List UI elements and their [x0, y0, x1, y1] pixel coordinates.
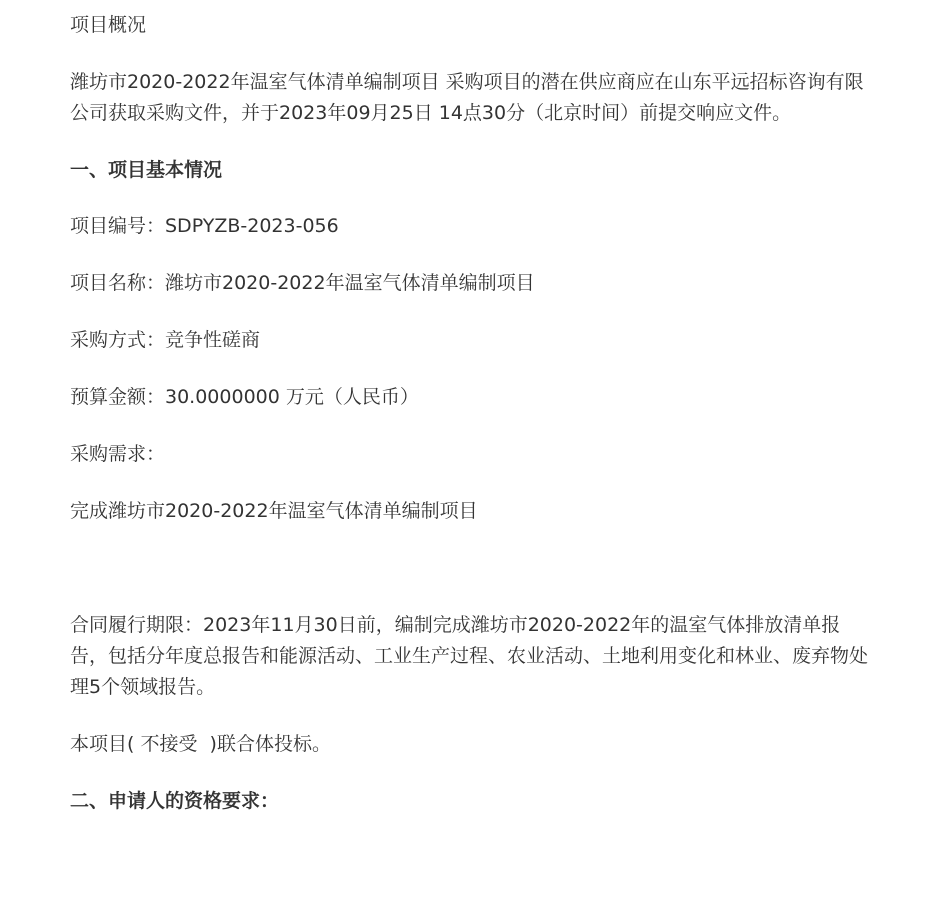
requirements-label: 采购需求：: [70, 443, 166, 465]
procurement-method: 采购方式：竞争性磋商: [70, 329, 261, 351]
consortium-statement: 本项目( 不接受 )联合体投标。: [70, 733, 331, 755]
section1-heading: 一、项目基本情况: [70, 159, 223, 181]
requirements-text: 完成潍坊市2020-2022年温室气体清单编制项目: [70, 500, 478, 522]
contract-period: 合同履行期限：2023年11月30日前，编制完成潍坊市2020-2022年的温室气体排放清单报告，包括分年度总报告和能源活动、工业生产过程、农业活动、土地利用变化和林业、废弃物处理5个领域报告。: [70, 614, 869, 698]
intro-paragraph: 潍坊市2020-2022年温室气体清单编制项目 采购项目的潜在供应商应在山东平远招标咨询有限公司获取采购文件，并于2023年09月25日 14点30分（北京时间）前提交响应文件。: [70, 71, 864, 124]
overview-heading: 项目概况: [70, 14, 147, 36]
budget-amount: 预算金额：30.0000000 万元（人民币）: [70, 386, 419, 408]
project-number: 项目编号：SDPYZB-2023-056: [70, 215, 339, 237]
project-name: 项目名称：潍坊市2020-2022年温室气体清单编制项目: [70, 272, 535, 294]
section2-heading: 二、申请人的资格要求：: [70, 790, 280, 812]
